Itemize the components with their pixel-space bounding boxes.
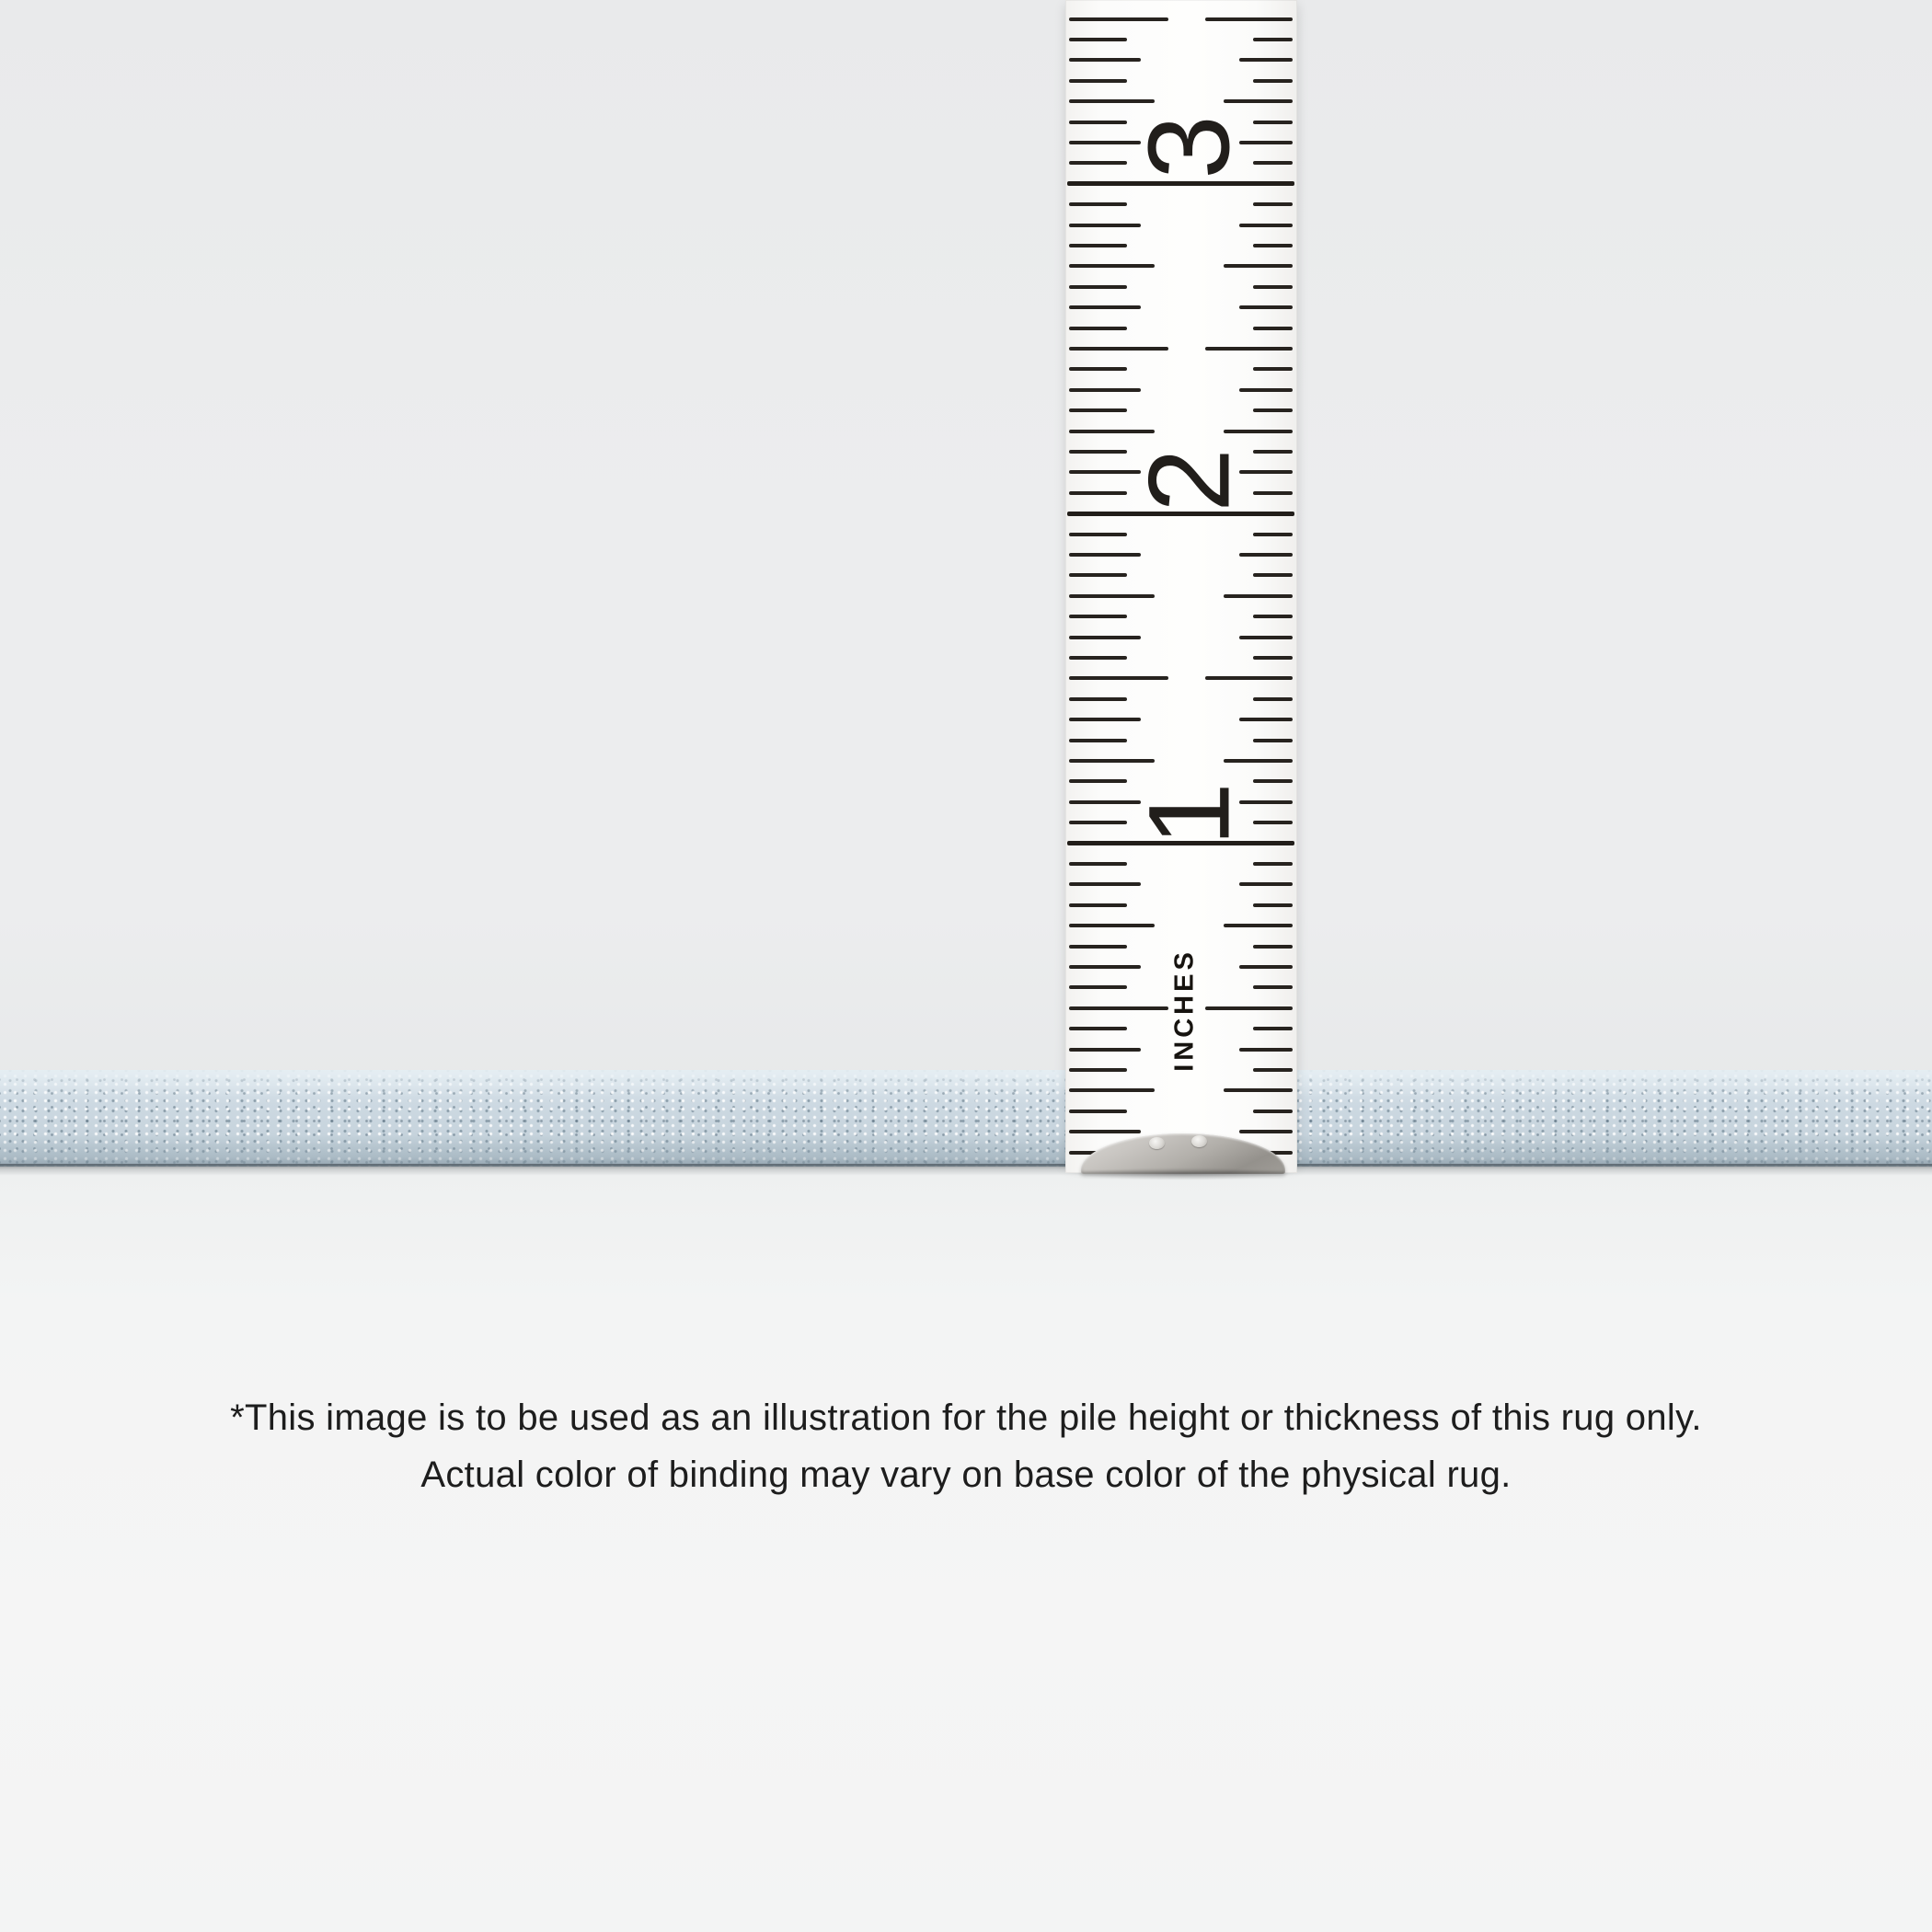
ruler-tick	[1239, 553, 1293, 557]
ruler-tick	[1253, 739, 1293, 742]
ruler-tick	[1069, 99, 1155, 103]
ruler-tick	[1253, 79, 1293, 83]
ruler-tick	[1224, 264, 1293, 268]
ruler-tick	[1069, 1048, 1141, 1052]
ruler-tick	[1069, 1130, 1141, 1133]
ruler-tick	[1224, 759, 1293, 763]
ruler-tick	[1253, 367, 1293, 371]
ruler-tip-shadow	[1073, 1167, 1294, 1180]
ruler-tick	[1069, 718, 1141, 721]
ruler-tick	[1253, 985, 1293, 989]
ruler-tick	[1069, 882, 1141, 886]
ruler-tick	[1253, 779, 1293, 783]
ruler-tick	[1069, 327, 1127, 330]
ruler-tick	[1069, 491, 1127, 495]
ruler-tick	[1239, 305, 1293, 309]
ruler-tick	[1069, 1110, 1127, 1113]
ruler-tick	[1069, 697, 1127, 701]
ruler-tick	[1253, 573, 1293, 577]
ruler-tick	[1069, 347, 1168, 351]
ruler-tick	[1069, 821, 1127, 824]
ruler-tick	[1239, 718, 1293, 721]
ruler-tick	[1069, 79, 1127, 83]
ruler-tick	[1069, 1068, 1127, 1072]
ruler-tick	[1253, 945, 1293, 949]
ruler-tick	[1069, 121, 1127, 124]
ruler-tick	[1069, 17, 1168, 21]
ruler-tick	[1069, 1088, 1155, 1092]
ruler-tick	[1069, 636, 1141, 639]
ruler-tick	[1069, 1027, 1127, 1030]
ruler-tick	[1069, 161, 1127, 165]
ruler-tick	[1253, 615, 1293, 618]
ruler-tick	[1253, 862, 1293, 866]
ruler-unit-label: INCHES	[1169, 949, 1200, 1072]
ruler-tick	[1069, 244, 1127, 247]
ruler-tick	[1253, 697, 1293, 701]
floor	[0, 1167, 1932, 1932]
ruler	[1065, 0, 1297, 1173]
ruler-tick	[1069, 264, 1155, 268]
ruler-tick	[1253, 821, 1293, 824]
ruler-tick	[1253, 121, 1293, 124]
ruler-tick	[1224, 430, 1293, 433]
ruler-tick	[1253, 1110, 1293, 1113]
ruler-tick	[1224, 1088, 1293, 1092]
ruler-tick	[1069, 924, 1155, 927]
ruler-tick	[1069, 533, 1127, 536]
ruler-tick	[1253, 202, 1293, 206]
ruler-tick	[1253, 244, 1293, 247]
ruler-tick	[1253, 161, 1293, 165]
rug-pile-strip	[0, 1070, 1932, 1167]
ruler-tick	[1069, 676, 1168, 680]
ruler-tick	[1069, 903, 1127, 907]
rivet	[1149, 1137, 1165, 1149]
ruler-tick	[1069, 945, 1127, 949]
ruler-tick	[1253, 656, 1293, 660]
ruler-tick	[1224, 924, 1293, 927]
ruler-tick	[1069, 285, 1127, 289]
ruler-tick	[1239, 58, 1293, 62]
ruler-tick	[1239, 1130, 1293, 1133]
ruler-tick	[1239, 965, 1293, 969]
ruler-tick	[1253, 491, 1293, 495]
ruler-tick	[1239, 636, 1293, 639]
ruler-tick	[1253, 1068, 1293, 1072]
ruler-number-3: 3	[1125, 115, 1254, 179]
ruler-tick	[1205, 1006, 1293, 1010]
ruler-tick	[1069, 779, 1127, 783]
ruler-tick	[1069, 450, 1127, 454]
ruler-tick	[1069, 759, 1155, 763]
ruler-tick	[1224, 594, 1293, 598]
ruler-tick	[1069, 739, 1127, 742]
ruler-tick	[1239, 1048, 1293, 1052]
ruler-tick	[1069, 224, 1141, 227]
ruler-tick	[1069, 367, 1127, 371]
ruler-tick	[1069, 305, 1141, 309]
ruler-tick	[1069, 656, 1127, 660]
caption-line-1: *This image is to be used as an illustration for the pile height or thickness of this rug only.	[230, 1397, 1702, 1438]
rivet	[1191, 1135, 1207, 1147]
ruler-tick	[1253, 285, 1293, 289]
ruler-tick	[1069, 573, 1127, 577]
ruler-number-2: 2	[1125, 448, 1254, 512]
ruler-tick	[1205, 347, 1293, 351]
ruler-tick	[1069, 430, 1155, 433]
ruler-tick	[1069, 965, 1141, 969]
ruler-tick	[1253, 38, 1293, 41]
ruler-tick	[1224, 99, 1293, 103]
ruler-tick	[1239, 388, 1293, 392]
ruler-tick	[1069, 58, 1141, 62]
ruler-tick	[1253, 903, 1293, 907]
ruler-tick	[1069, 594, 1155, 598]
ruler-tick	[1067, 181, 1294, 186]
ruler-tick	[1069, 862, 1127, 866]
ruler-tick	[1069, 615, 1127, 618]
caption-line-2: Actual color of binding may vary on base color of the physical rug.	[420, 1455, 1512, 1495]
ruler-tick	[1069, 1006, 1168, 1010]
ruler-tick	[1253, 450, 1293, 454]
ruler-tick	[1069, 38, 1127, 41]
ruler-tick	[1069, 553, 1141, 557]
ruler-tick	[1205, 17, 1293, 21]
ruler-tick	[1069, 202, 1127, 206]
ruler-tick	[1205, 676, 1293, 680]
ruler-tick	[1253, 327, 1293, 330]
caption	[0, 1389, 1932, 1503]
ruler-tick	[1239, 224, 1293, 227]
ruler-tick	[1239, 882, 1293, 886]
ruler-tick	[1253, 1027, 1293, 1030]
ruler-tick	[1069, 388, 1141, 392]
ruler-number-1: 1	[1125, 782, 1254, 846]
ruler-tick	[1069, 985, 1127, 989]
ruler-tick	[1253, 533, 1293, 536]
ruler-tick	[1253, 408, 1293, 412]
ruler-tick	[1069, 408, 1127, 412]
